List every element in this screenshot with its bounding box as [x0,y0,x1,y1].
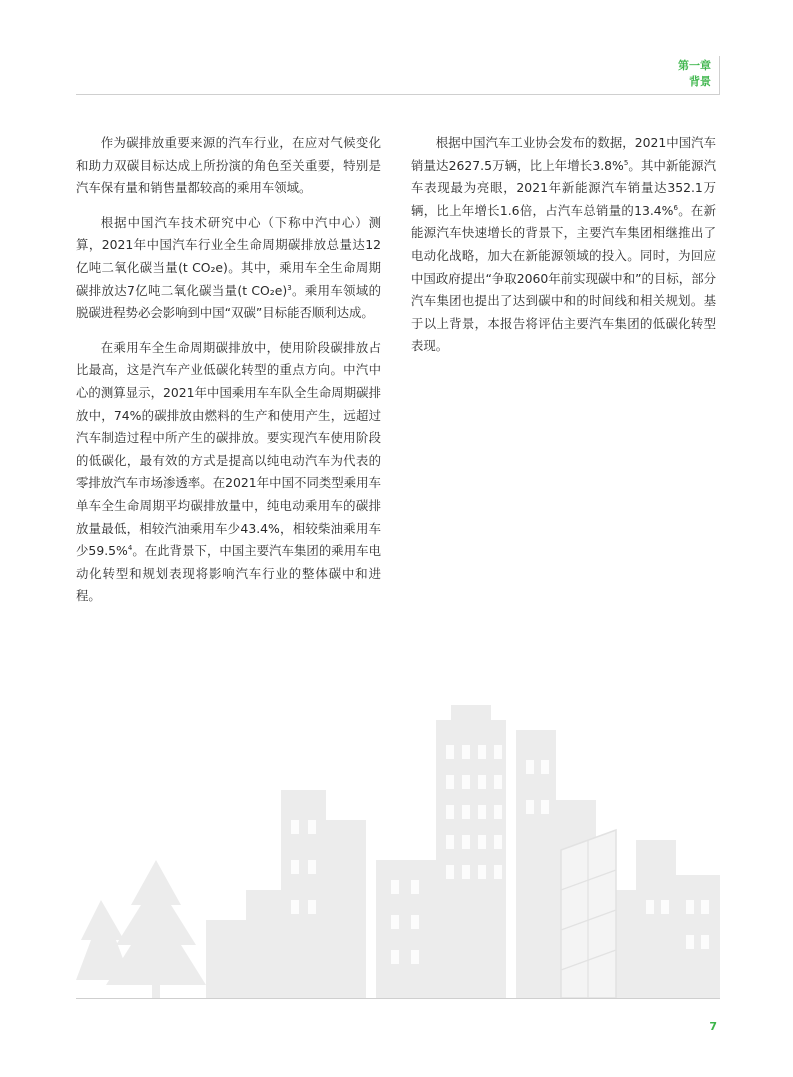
section-label: 背景 [689,75,711,88]
footnote-ref: 3 [287,283,292,292]
header-divider-vertical [719,56,720,94]
paragraph [411,132,716,358]
paragraph-text: 在乘用车全生命周期碳排放中，使用阶段碳排放占比最高，这是汽车产业低碳化转型的重点方向。中汽中心的测算显示，2021年中国乘用车车队全生命周期碳排放中，74%的碳排放由燃料的生产和使用产生，远超过汽车制造过程中所产生的碳排放。要实现汽车使用阶段的低碳化，最有效的方式是提高以纯电动汽车为代表的零排放汽车市场渗透率。在2021年中国不同类型乘用车单车全生命周期平均碳排放量中，纯电动乘用车的碳排放量最低，相较汽油乘用车少43.4%，相较柴油乘用车少59.5% [76,339,381,559]
paragraph-text: 。在此背景下，中国主要汽车集团的乘用车电动化转型和规划表现将影响汽车行业的整体碳中和进程。 [76,543,382,604]
left-column [76,132,381,620]
paragraph-text: 根据中国汽车工业协会发布的数据，2021中国汽车销量达2627.5万辆，比上年增长3.8% [411,135,716,173]
tree-illustration [76,900,131,980]
paragraph-text: 。其中新能源汽车表现最为亮眼，2021年新能源汽车销量达352.1万辆，比上年增长1.6倍，占汽车总销量的13.4% [411,157,716,218]
page-number: 7 [709,1020,717,1033]
paragraph-text: 根据中国汽车技术研究中心（下称中汽中心）测算，2021年中国汽车行业全生命周期碳排放总量达12亿吨二氧化碳当量(t CO₂e)。其中，乘用车全生命周期碳排放达7亿吨二氧化碳当量(t CO₂e) [76,214,381,298]
paragraph-text: 作为碳排放重要来源的汽车行业，在应对气候变化和助力双碳目标达成上所扮演的角色至关重要，特别是汽车保有量和销售量都较高的乘用车领域。 [76,135,381,196]
footer-divider [76,998,720,999]
footnote-ref: 4 [127,543,133,552]
paragraph [76,132,381,200]
paragraph [76,212,381,325]
footnote-ref: 6 [673,203,678,212]
right-column [411,132,716,370]
city-skyline-illustration [76,690,720,998]
paragraph-text: 。在新能源汽车快速增长的背景下，主要汽车集团相继推出了电动化战略，加大在新能源领域的投入。同时，为回应中国政府提出“争取2060年前实现碳中和”的目标，部分汽车集团也提出了达到碳中和的时间线和相关规划。基于以上背景，本报告将评估主要汽车集团的低碳化转型表现。 [411,202,716,354]
paragraph-text: 。乘用车领域的脱碳进程势必会影响到中国“双碳”目标能否顺利达成。 [76,282,382,321]
footnote-ref: 5 [623,158,629,167]
paragraph [76,337,381,608]
chapter-label: 第一章 [678,59,711,72]
header-divider [76,94,720,95]
chapter-header [678,58,711,90]
